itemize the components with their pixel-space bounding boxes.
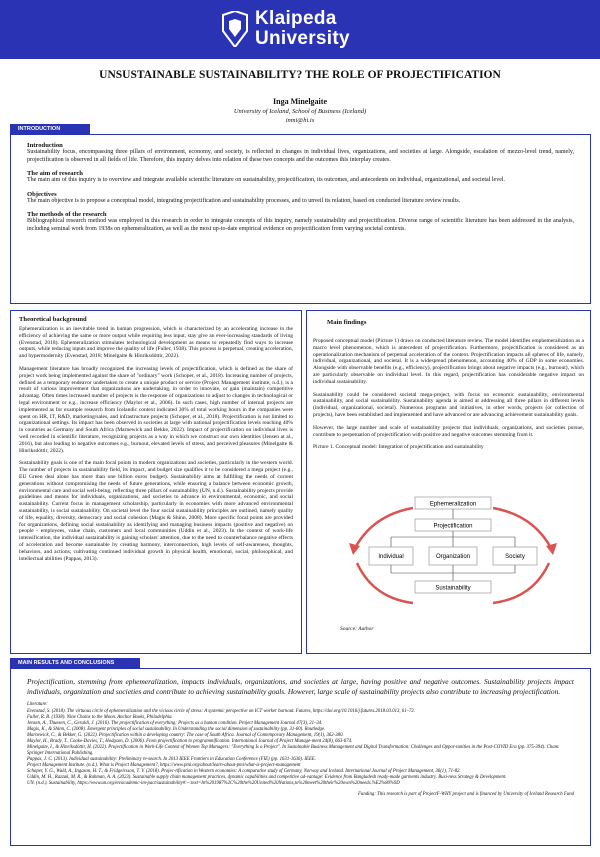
introduction-heading: Introduction	[27, 142, 63, 149]
arrow-top-right	[493, 508, 551, 548]
literature-item: Evenstad, S. (2018). The virtuous circle of ephemeralization and the vicious circle of stress: A systemic perspective on ICT worker burnout. Futures, https://doi.org/10.1016/j.futures.2018.03.013, 61–72.	[27, 709, 415, 715]
findings-paragraph-1: Proposed conceptual model (Picture 1) draws on conducted literature review. The model identifies emphemeralization as a macro level phenomenon, which is antecedent of projectification. Furthermore, projectification is considered as an operationalization mechanism of perpetual acceleration of the context. Projectification impacts all spheres of life, namely, individual, organizational, and societal. It is a widespread phenomenon, accounting 40% of GDP in some economies. Alongside with observable benefits (e.g., efficiency), projectification brings about negative impacts (e.g., burnout), which are particularly observable on individual level. In this regard, projectification has considerable negative impact on individual sustainability.	[313, 338, 584, 385]
objectives-heading: Objectives	[27, 190, 57, 198]
arrow-bottom-left	[357, 563, 413, 603]
label-ephemeralization: Ephemeralization	[429, 501, 477, 508]
logo-line-2: University	[255, 28, 350, 49]
theoretical-background-box	[10, 310, 302, 654]
findings-paragraph-3: However, the large number and scale of sustainability projects that individuals, organizations, and societies pursue, contribute to perpetuation of projectification with positive and negative outcomes stemming from it.	[313, 424, 584, 438]
figure-source: Source: Author	[340, 626, 374, 632]
aim-text: The main aim of this inquiry is to overview and integrate available scientific literature on sustainability, projectification, its outcomes, and antecedents on individual, organizational, and societal level.	[27, 177, 506, 183]
label-society: Society	[505, 554, 525, 560]
literature-item: Jensen, A., Thuesen, C., Geraldi, J. (2016). The projectification of everything: Projects as a human condition. Project Management Journal 47(3), 21–34.	[27, 721, 323, 727]
label-individual: Individual	[378, 554, 404, 560]
literature-item[interactable]: Project Management Institute. (n.d.). What is Project Management?, https://www.pmi.org/about/learn-about-pmi/what-is-project-management	[27, 763, 301, 769]
arrow-top-left	[355, 508, 413, 548]
arrowhead-left	[349, 543, 360, 555]
literature-item: Maylor, H., Brady, T., Cooke-Davies, T., Hodgson, D. (2006). From projectification to programmification. International Journal of Project Manage-ment 24(8), 663-674.	[27, 739, 353, 745]
author-email[interactable]: inmi@hi.is	[285, 117, 315, 124]
funding-note: Funding: This research is part of ProjectF-WHY project and is financed by University of Iceland Research Fund	[358, 792, 574, 798]
university-logo	[219, 6, 379, 54]
theory-paragraph-1: Ephemeralization is an inevitable trend in human progression, which is characterized by an accelerating increase in the efficiency of achieving the same or more output while requiring less input, stay give an ever-increasing standards of living (Evenstad, 2018). Ephemeralization stimulates technological development as means to repeatedly find ways to increase outputs, while reducing inputs and improve the quality of life (Fuller, 1938). This process is perpetual, creating acceleration, and hypermodernity (Evenstad, 2018; Minelgaite & Hinriksdóttir, 2022).	[19, 326, 293, 360]
results-text: Projectification, stemming from ephemeralization, impacts individuals, organizations, and societies at large, having positive and negative outcomes. Sustainability projects impact individuals, organization and societies and contribute to achieving sustainability goals. However, large scale of sustainability projects also contribute to increasing projectification.	[27, 677, 574, 696]
conceptual-model-diagram	[343, 493, 563, 613]
theory-paragraph-3: Sustainability goals is one of the main focal points in modern organizations and societies, particularly in the western world. The number of projects in sustainability field, its impact, and budget size qualifies it to be considered a mega project (e.g., EU Green deal alone has more than one billion euros budget). Sustainability aims at fulfilling the needs of current generations without compromising the needs of future generations, while ensuring a balance between economic growth, environmental care and social well-being, reflecting three pillars of sustainability (UN, n.d.). Sustainability projects provide guidelines and means for individuals, organizations, and societies to advance in environmental, economic, and social sustainability. Current focus in management scholarship, particularly in economies with more advanced environmental sustainability, is social sustainability. On societal level the four social sustainability principles are outlined, namely quality of life, equality, diversity, democracy and social cohesion (Magis & Shinn, 2008). More specific focal points are provided for organizations, defining social sustainability as identifying and managing business impacts (positive and negative) on people - employees, value chain, customers and local communities (Uddin et al., 2023). In the context of work-life intensification, the individual sustainability is gaining scholars' attention, due to the need to counterbalance negative effects of acceleration and become sustainable by creating harmony, interconnection, high levels of self-awareness, thoughts, behaviors, and actions; cultivating continued individual growth in physical health, emotional, social, philosophical, and intellectual abilities (Pappas, 2013).	[19, 460, 293, 562]
results-box	[10, 668, 591, 846]
aim-heading: The aim of research	[27, 170, 83, 177]
literature-item: Schoper, Y. G., Wald, A., Ingason, H. T., & Fridgeirsson, T. V. (2018). Projec-tification in Western economies: A comparative study of Germany, Norway and Iceland. International Journal of Project Management, 36(1), 71-82.	[27, 769, 461, 775]
methods-heading: The methods of the research	[27, 211, 107, 218]
introduction-box	[10, 134, 591, 304]
literature-item: Minelgaite, I., & Hinriksdóttir, H. (2022). Projectification in Work-Life Context of Women Top Managers: "Everything Is a Project". In Sustainable Business Management and Digital Transformation: Challenges and Oppor-tunities in the Post-COVID Era (pp. 375-394). Cham: Springer International Publishing.	[27, 745, 560, 757]
literature-item: Magis, K., & Shinn, C. (2008). Emergent principles of social sustainability. In Understanding the social dimension of sustainability (pp. 31-60). Routledge.	[27, 727, 326, 733]
theory-paragraph-2: Management literature has broadly recognized the increasing levels of projectification, which is defined as the share of project work being implemented against the share of "ordinary" work (Schoper, et al., 2018). Increasing number of projects, defined as a temporary endeavor undertaken to create a unique product or service (Project Management institute, n.d.), is a result of various improvement that organizations are undertaking, in order to innovate, or gain (maintain) competitive advantag. Often times increased number of projects is the response of organizations to adjust to changes in technological or legal environment or e.g., increase efficiency (Maylor et al., 2006). In such cases, high number of internal projects are implemented as for example research from Icelandic context indicated 30% of total working hours in the companies were spent on HR, IT, R&D, marketing/sales, and infrastructure projects (Schoper, et al., 2018). Projectification is not limited to organizational settings. Its impact has been observed in societies at large with national projectification levels reaching 40% in countries as Germany and South Africa (Marnewick and Bekke, 2022). Impact of projectification on individual lives is well recorded in scientific literature, recognizing projects as a way in which we construct our own identities (Jensen at al., 2016), but also leading to negative outcomes e.g., burnout, elevated levels of stress, and perceived pleasures (Minelgaite & Hinriksdóttir, 2022).	[19, 365, 293, 454]
introduction-text: Sustainability focus, encompassing three pillars of environment, economy, and society, is reflected in changes in individual lives, organizations, and societies at large. Alongside, escalation of mezzo-level trend, namely, projectification is observed in all fields of life. Therefore, this inquiry delves into relation of these two concepts and the outcomes this interplay creates.	[27, 149, 574, 163]
section-bar-introduction: INTRODUCTION	[10, 124, 90, 134]
literature-item: Fuller, R. B. (1938). Nine Chains to the Moon. Anchor Books, Philadelphia.	[27, 715, 173, 721]
logo-line-1: Klaipeda	[255, 8, 337, 29]
findings-heading: Main findings	[327, 319, 367, 326]
arrowhead-right	[546, 543, 557, 555]
connector-bottom	[391, 565, 515, 581]
literature-item: Uddin, M. H., Razzak, M. R., & Rahman, A. A. (2023). Sustainable supply chain management practices, dynamic capabilities and competitive ad-vantage: Evidence from Bangladesh ready-made garments industry. Busi-ness Strategy & Development.	[27, 775, 507, 781]
paper-title: UNSUSTAINABLE SUSTAINABILITY? THE ROLE OF PROJECTIFICATION	[99, 69, 501, 81]
label-sustainability: Sustainability	[435, 585, 471, 592]
objectives-text: The main objective is to propose a conceptual model, integrating projectification and sustainability processes, and to unveil its relation, based on conducted literature review results.	[27, 197, 461, 204]
arrow-bottom-right	[493, 563, 549, 603]
literature-list	[27, 709, 574, 787]
findings-paragraph-2: Sustainability could be considered societal mega-project, with focus on economic sustainability, environmental sustainability, and social sustainability. Sustainability agenda is aimed at addressing all three pillars in different levels (individual, organizational, societal). Numerous programs and initiatives, in other words, projects (or collection of projects), have been established and implemented and have advanced or are advancing achievement sustainability goals.	[313, 391, 584, 418]
author-name: Inga Minelgaite	[273, 97, 327, 106]
theory-heading: Theoretical background	[19, 316, 87, 323]
methods-text: Bibliographical research method was employed in this research in order to integrate concepts of this inquiry, namely sustainability and projectification. Diverse range of scientific literature has been addressed in the analysis, including seminal work from 1938s on ephemeralization, as well as the most up-to-date empirical evidence on projectification from varying societal contexts.	[27, 218, 574, 232]
connector-branches	[391, 531, 515, 547]
header-banner	[0, 0, 600, 59]
literature-item: Marnewick, C., & Bekker, G. (2022). Projectification within a developing country: The case of South Africa. Journal of Contemporary Management, 19(1), 362-380.	[27, 733, 344, 739]
label-organization: Organization	[435, 554, 471, 560]
figure-caption: Picture 1. Conceptual model: Integration of projectification and sustainability	[313, 444, 484, 451]
section-bar-results: MAIN RESULTS AND CONCLUSIONS	[10, 658, 140, 668]
literature-item[interactable]: UN. (n.d.). Sustainability, https://www.un.org/en/academic-im-pact/sustainability#:~:text=In%201987%2C%20the%20United%20Nations,to%20meet%20their%20own%20needs.%E2%80%9D	[27, 781, 400, 787]
label-projectification: Projectification	[433, 523, 473, 530]
literature-item: Pappas, J. C. (2013). Individual sustainability: Preliminary re-search. In 2013 IEEE Frontiers in Education Conference (FIE) (pp. 1631-1636). IEEE.	[27, 757, 316, 763]
literature-heading: Literature:	[27, 702, 48, 708]
author-affiliation: University of Iceland, School of Business (Iceland)	[233, 108, 367, 115]
logo-mark-icon	[219, 11, 251, 47]
